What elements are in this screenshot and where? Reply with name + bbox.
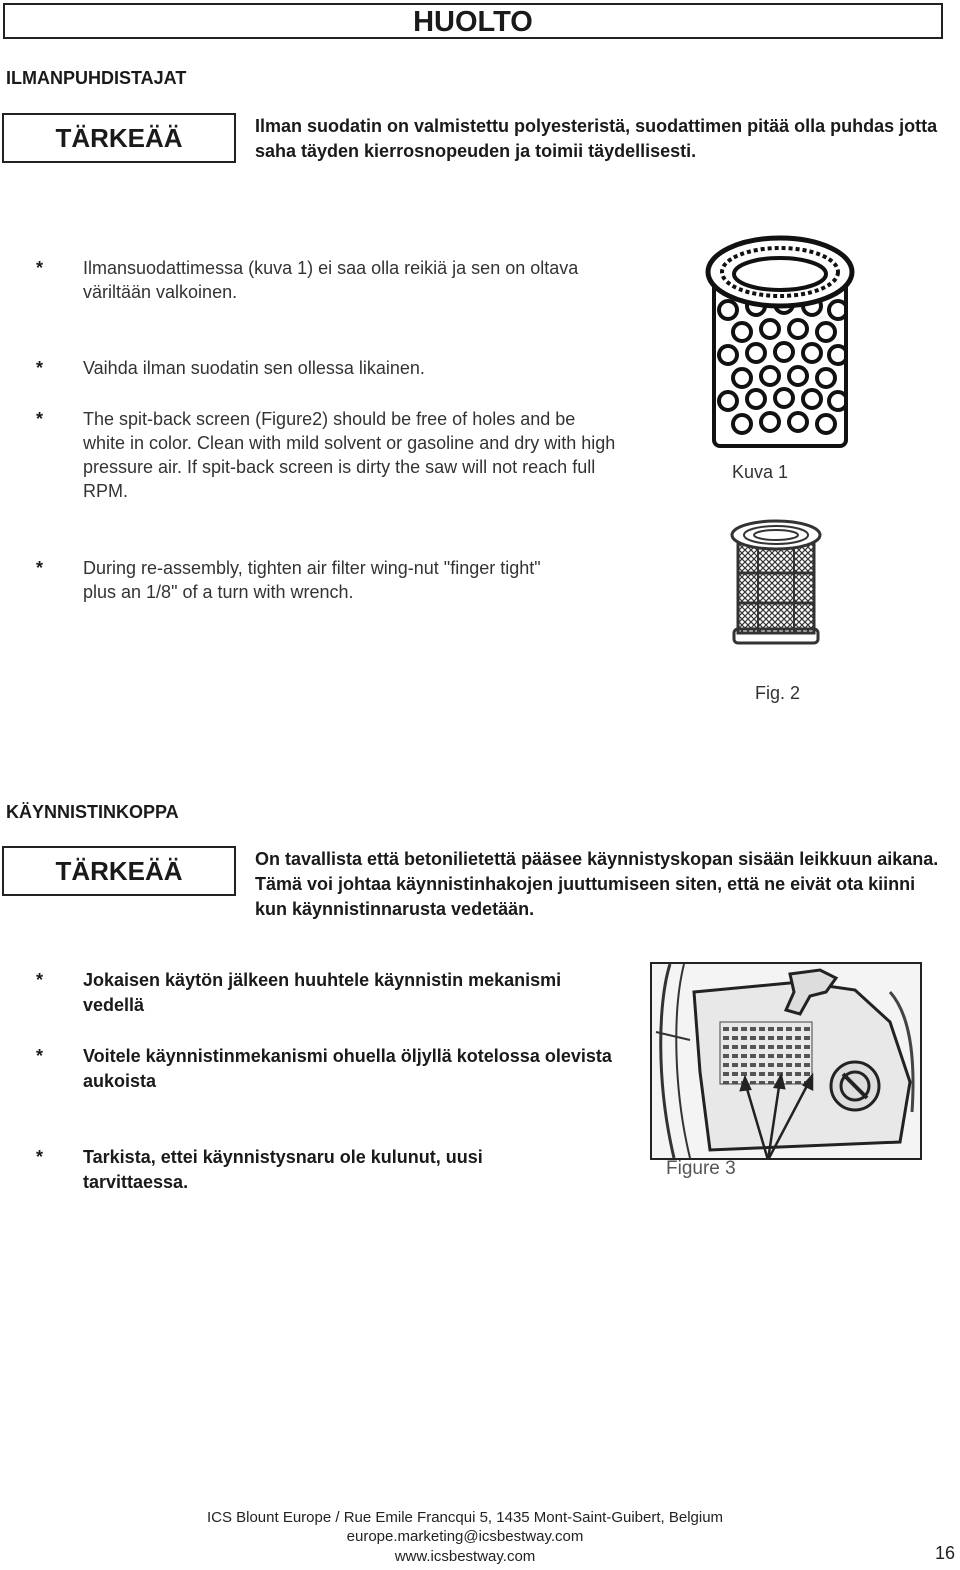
page-title-box (3, 3, 943, 39)
bullet-marker: * (36, 258, 44, 278)
page-number: 16 (935, 1543, 956, 1563)
section-heading-air-filter: ILMANPUHDISTAJAT (6, 68, 187, 88)
footer-address: ICS Blount Europe / Rue Emile Francqui 5, 1435 Mont-Saint-Guibert, Belgium (206, 1509, 724, 1526)
important-note: On tavallista että betonilietettä pääsee käynnistyskopan sisään leikkuun aikana. Tämä voi johtaa käynnistinhakojen juuttumiseen siten, että ne eivät ota kiinni kun käynnistinnarusta vedetään. (255, 849, 939, 919)
bullet-text: During re-assembly, tighten air filter wing-nut "finger tight" plus an 1/8" of a turn with wrench. (83, 558, 541, 602)
bullet-text: The spit-back screen (Figure2) should be free of holes and be white in color. Clean with mild solvent or gasoline and dry with high pressure air. If spit-back screen is dirty the saw will not reach full RPM. (83, 409, 616, 501)
bullet-marker: * (36, 409, 44, 429)
important-label-box (2, 113, 236, 163)
footer-website[interactable]: www.icsbestway.com (394, 1548, 536, 1565)
bullet-text: Ilmansuodattimessa (kuva 1) ei saa olla reikiä ja sen on oltava väriltään valkoinen. (83, 258, 579, 302)
bullet-text: Voitele käynnistinmekanismi ohuella öljyllä kotelossa olevista aukoista (83, 1046, 612, 1091)
bullet-text: Vaihda ilman suodatin sen ollessa likainen. (83, 358, 425, 378)
air-filter-illustration (700, 232, 860, 452)
bullet-marker: * (36, 558, 44, 578)
important-label-box (2, 846, 236, 896)
bullet-marker: * (36, 1046, 44, 1066)
starter-housing-illustration (650, 962, 922, 1160)
figure-1-caption: Kuva 1 (732, 462, 789, 482)
page-title: HUOLTO (413, 6, 533, 38)
important-note: Ilman suodatin on valmistettu polyesteristä, suodattimen pitää olla puhdas jotta saha täyden kierrosnopeuden ja toimii täydellisesti. (255, 116, 938, 161)
bullet-marker: * (36, 358, 44, 378)
bullet-marker: * (36, 970, 44, 990)
spit-back-screen-illustration (724, 517, 828, 653)
footer-email[interactable]: europe.marketing@icsbestway.com (346, 1528, 584, 1545)
bullet-text: Tarkista, ettei käynnistysnaru ole kulunut, uusi tarvittaessa. (83, 1147, 483, 1192)
figure-3-caption: Figure 3 (666, 1158, 736, 1179)
figure-2-caption: Fig. 2 (755, 683, 801, 703)
important-label: TÄRKEÄÄ (55, 855, 183, 886)
bullet-marker: * (36, 1147, 44, 1167)
section-heading-starter: KÄYNNISTINKOPPA (6, 802, 179, 822)
important-label: TÄRKEÄÄ (55, 122, 183, 153)
bullet-text: Jokaisen käytön jälkeen huuhtele käynnistin mekanismi vedellä (83, 970, 562, 1015)
